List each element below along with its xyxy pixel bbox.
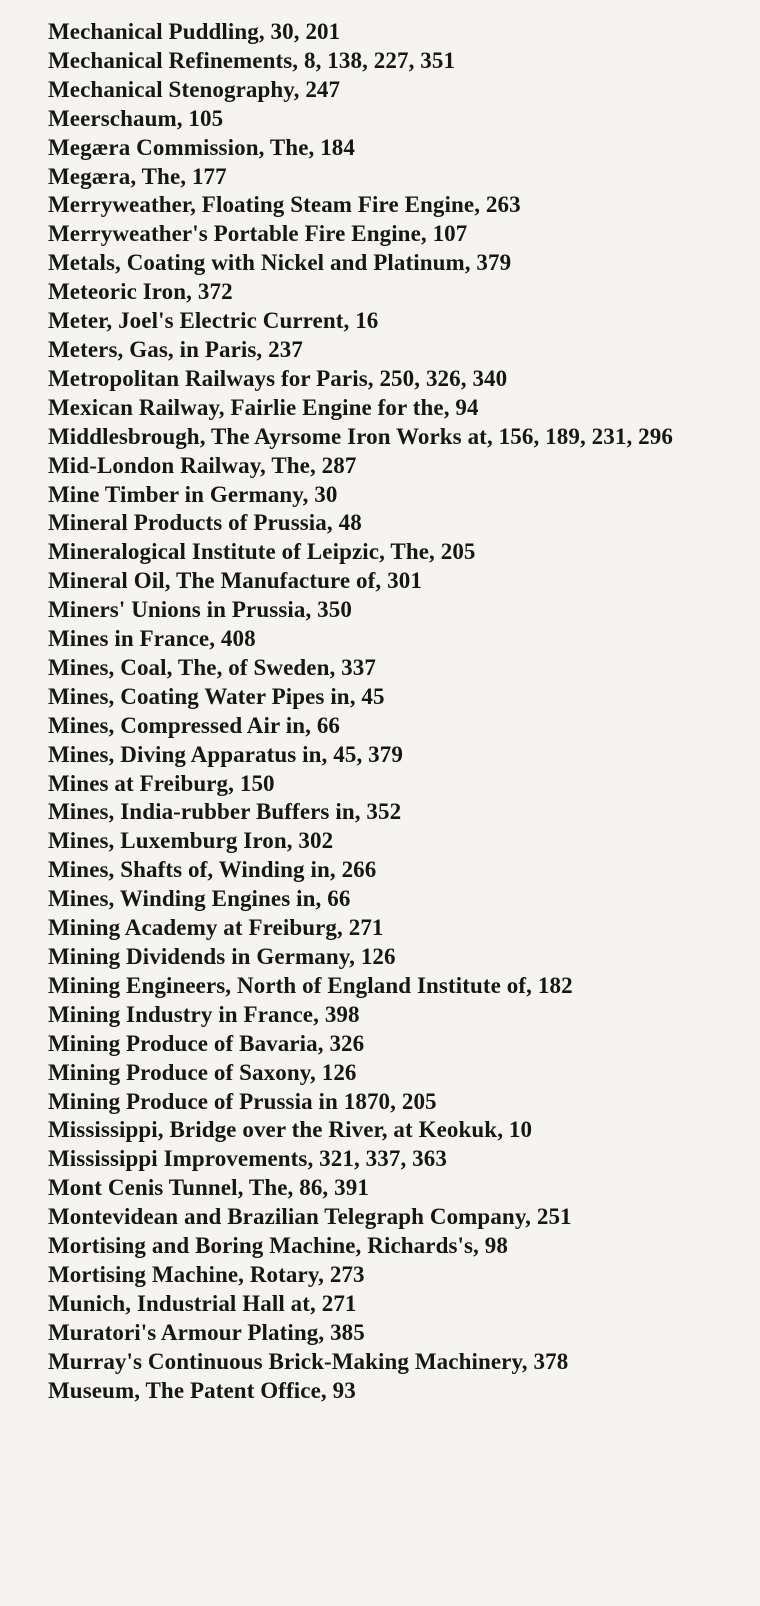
- index-entry: Metropolitan Railways for Paris, 250, 326, 340: [48, 365, 508, 391]
- index-entry: Mortising Machine, Rotary, 273: [48, 1261, 365, 1287]
- index-entry: Mines, India-rubber Buffers in, 352: [48, 799, 402, 825]
- index-entry: Mining Engineers, North of England Institute of, 182: [48, 972, 573, 998]
- index-entry: Mines, Shafts of, Winding in, 266: [48, 857, 377, 883]
- index-entry: Mississippi Improvements, 321, 337, 363: [48, 1146, 447, 1172]
- index-entry: Megæra Commission, The, 184: [48, 134, 356, 160]
- index-entry: Mineral Oil, The Manufacture of, 301: [48, 568, 422, 594]
- index-entry: Mechanical Refinements, 8, 138, 227, 351: [48, 47, 456, 73]
- index-entry: Megæra, The, 177: [48, 163, 227, 189]
- index-entry: Merryweather, Floating Steam Fire Engine, 263: [48, 192, 521, 218]
- index-entry: Merryweather's Portable Fire Engine, 107: [48, 221, 468, 247]
- index-entry: Mortising and Boring Machine, Richards's, 98: [48, 1233, 508, 1259]
- index-entry: Museum, The Patent Office, 93: [48, 1377, 356, 1403]
- index-entry: Mining Dividends in Germany, 126: [48, 944, 396, 969]
- index-entry: Mining Academy at Freiburg, 271: [48, 915, 384, 941]
- index-entry: Meteoric Iron, 372: [48, 279, 233, 305]
- index-entry: Meters, Gas, in Paris, 237: [48, 336, 303, 362]
- index-entry: Mining Produce of Prussia in 1870, 205: [48, 1088, 437, 1114]
- index-entry: Murray's Continuous Brick-Making Machinery, 378: [48, 1348, 569, 1374]
- index-entry: Mining Industry in France, 398: [48, 1001, 360, 1027]
- index-entry: Mineral Products of Prussia, 48: [48, 510, 362, 536]
- index-entry: Mines, Compressed Air in, 66: [48, 712, 341, 738]
- index-entry: Mechanical Stenography, 247: [48, 76, 341, 102]
- index-entry: Muratori's Armour Plating, 385: [48, 1319, 365, 1345]
- index-entry: Mining Produce of Bavaria, 326: [48, 1030, 365, 1056]
- index-entry: Mines, Diving Apparatus in, 45, 379: [48, 741, 403, 767]
- index-entry: Mines at Freiburg, 150: [48, 770, 275, 796]
- index-entry: Mines, Coal, The, of Sweden, 337: [48, 654, 376, 680]
- index-entry: Mechanical Puddling, 30, 201: [48, 19, 341, 44]
- index-entry: Mine Timber in Germany, 30: [48, 481, 338, 507]
- index-entry: Mines, Coating Water Pipes in, 45: [48, 683, 385, 709]
- index-entry: Mississippi, Bridge over the River, at Keokuk, 10: [48, 1117, 533, 1143]
- index-entry: Munich, Industrial Hall at, 271: [48, 1290, 357, 1316]
- index-entry: Mines, Luxemburg Iron, 302: [48, 828, 334, 854]
- index-entry: Meter, Joel's Electric Current, 16: [48, 308, 379, 334]
- index-entry: Middlesbrough, The Ayrsome Iron Works at, 156, 189, 231, 296: [48, 423, 673, 449]
- index-entry: Mining Produce of Saxony, 126: [48, 1059, 357, 1085]
- index-entry: Mont Cenis Tunnel, The, 86, 391: [48, 1175, 369, 1201]
- index-list: [48, 18, 722, 1406]
- index-entry: Mexican Railway, Fairlie Engine for the, 94: [48, 394, 479, 420]
- index-entry: Mid-London Railway, The, 287: [48, 452, 357, 478]
- index-entry: Meerschaum, 105: [48, 105, 224, 131]
- index-entry: Metals, Coating with Nickel and Platinum, 379: [48, 250, 512, 276]
- index-entry: Mineralogical Institute of Leipzic, The, 205: [48, 539, 476, 565]
- index-entry: Montevidean and Brazilian Telegraph Company, 251: [48, 1204, 572, 1230]
- index-entry: Miners' Unions in Prussia, 350: [48, 597, 352, 623]
- index-entry: Mines in France, 408: [48, 626, 256, 652]
- index-entry: Mines, Winding Engines in, 66: [48, 886, 351, 912]
